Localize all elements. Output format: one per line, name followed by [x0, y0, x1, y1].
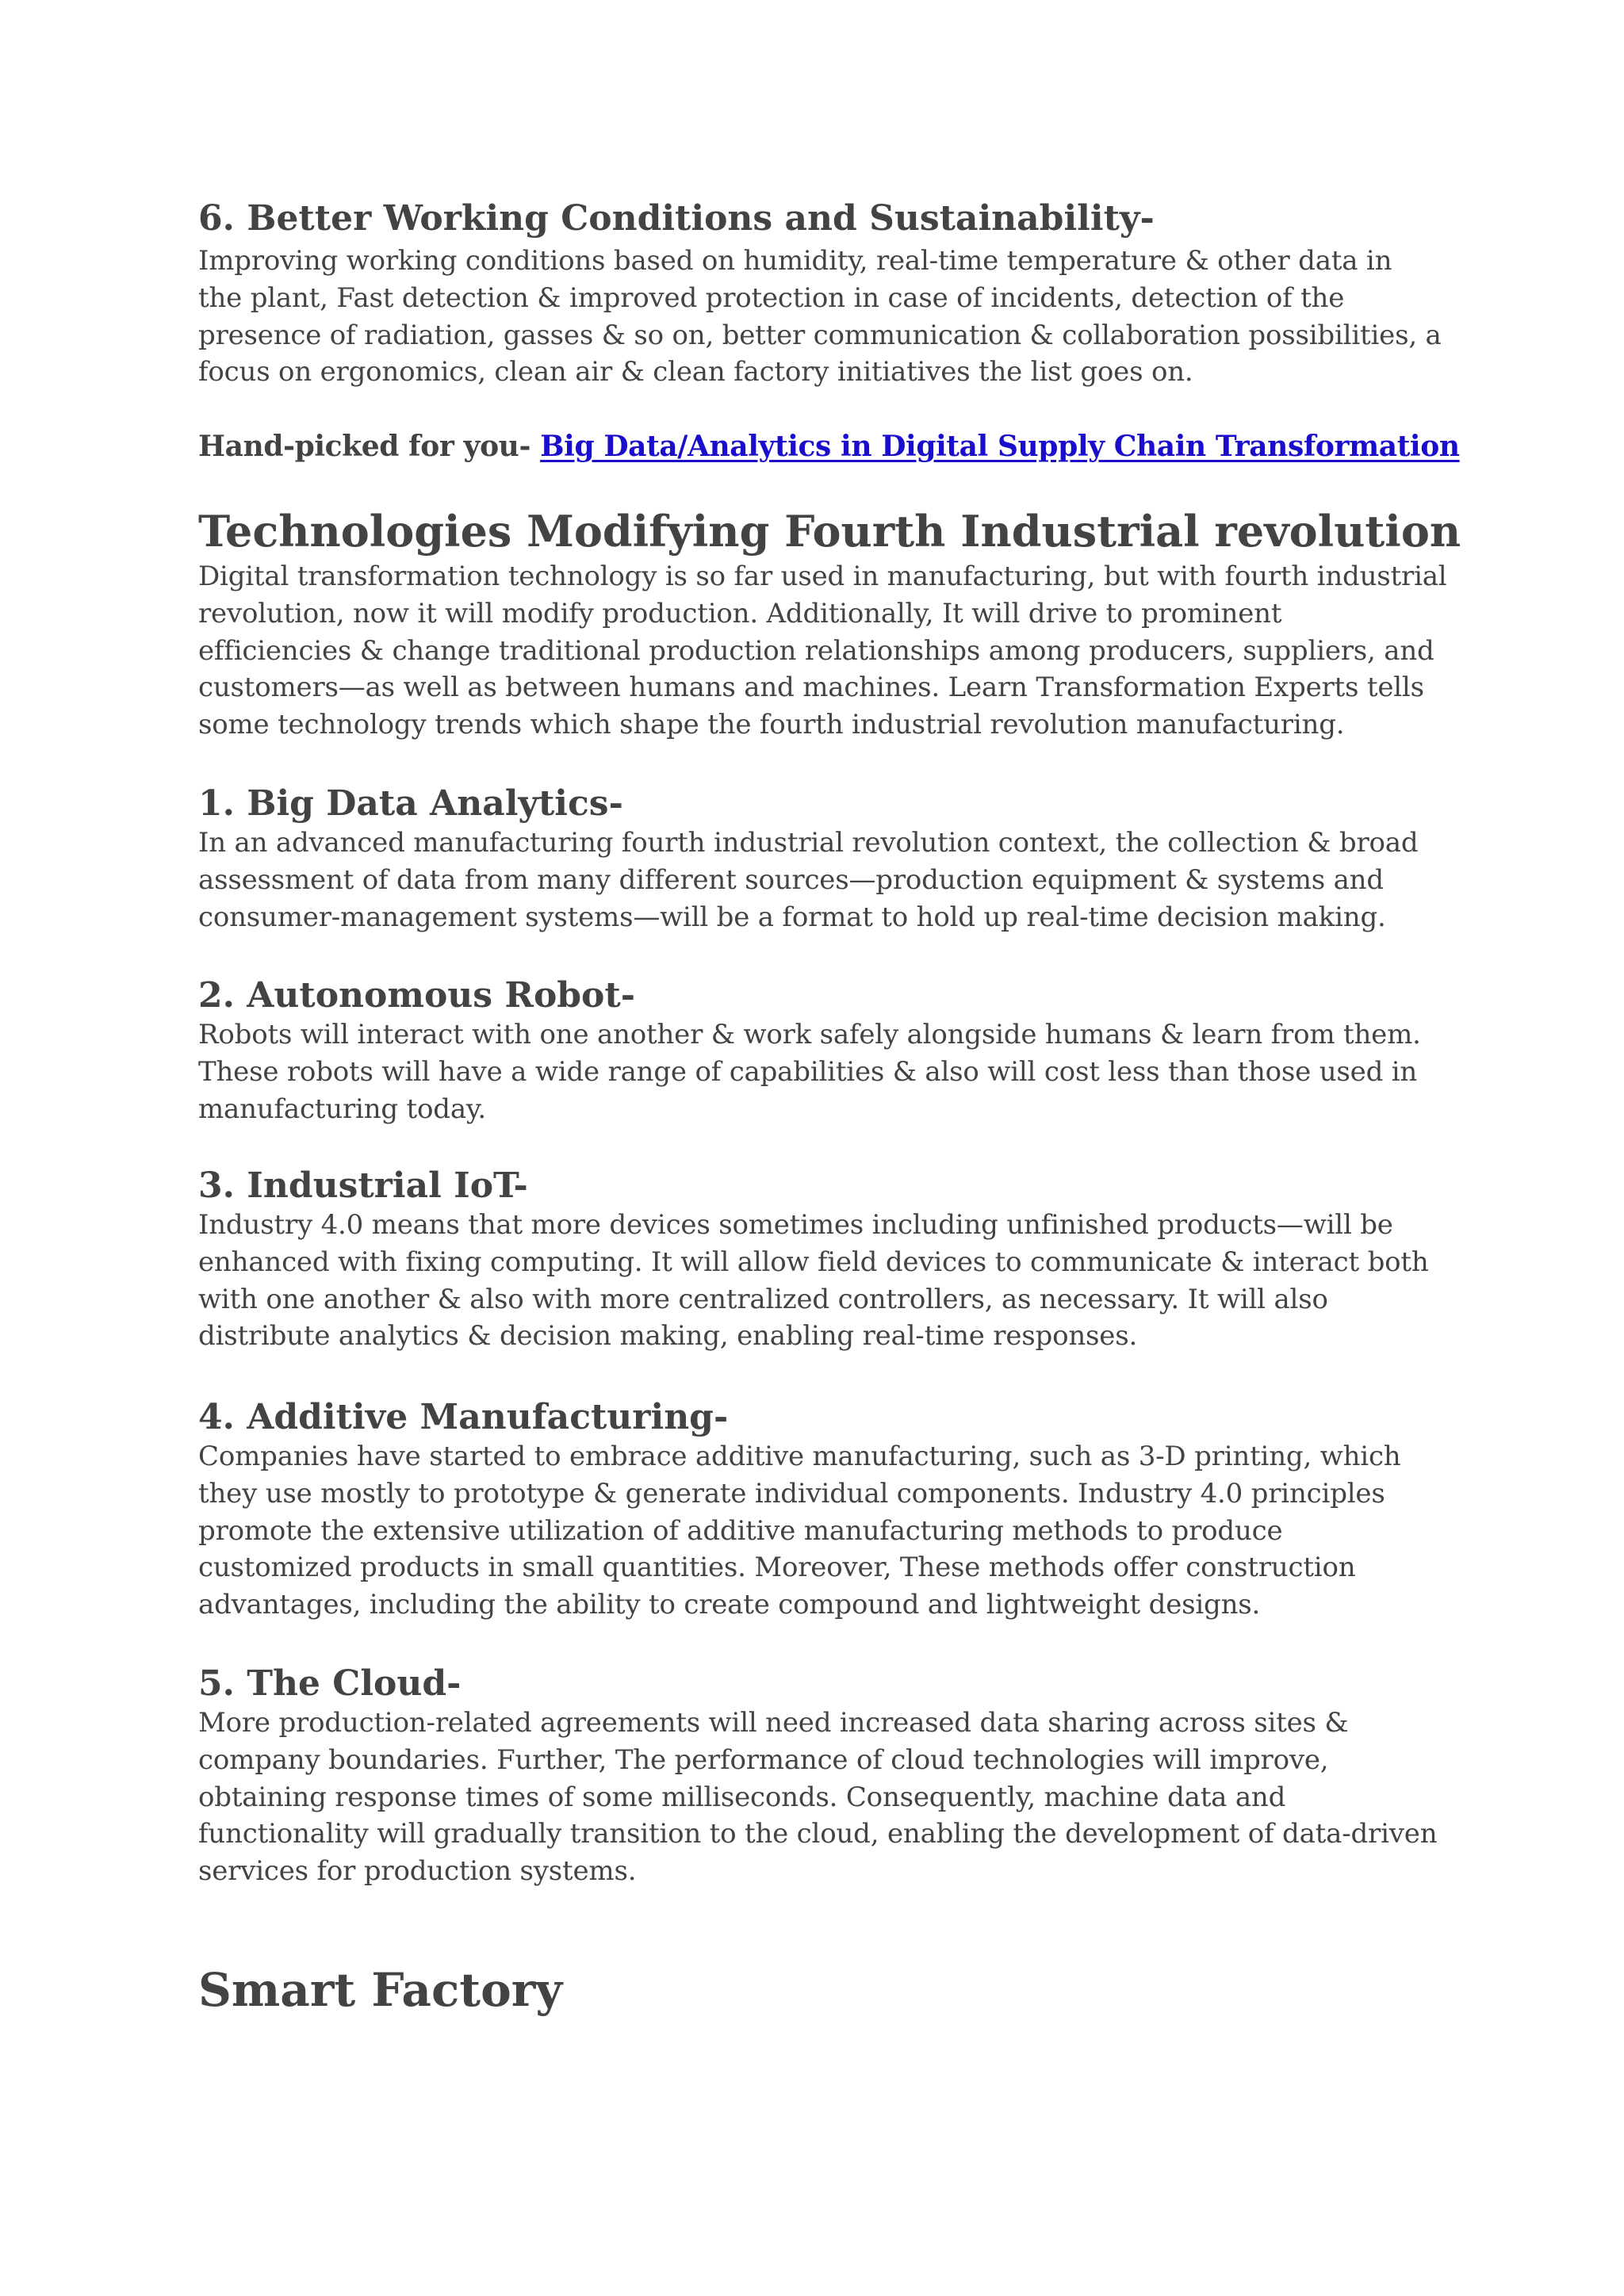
working-conditions-section [198, 197, 1467, 241]
paragraph-line: customers—as well as between humans and machines. Learn Transformation Experts tells [198, 672, 1424, 704]
section-title: Smart Factory [198, 1963, 563, 2017]
hand-picked-line [198, 428, 1467, 465]
iot-section [198, 1164, 1467, 1208]
paragraph-line: some technology trends which shape the fourth industrial revolution manufacturing. [198, 709, 1345, 741]
paragraph-line: In an advanced manufacturing fourth industrial revolution context, the collection & broad [198, 827, 1419, 859]
section-heading: 6. Better Working Conditions and Sustainability- [198, 198, 1155, 239]
working-conditions-paragraph [198, 243, 1467, 391]
paragraph-line: More production-related agreements will need increased data sharing across sites & [198, 1707, 1349, 1739]
paragraph-line: Robots will interact with one another & work safely alongside humans & learn from them. [198, 1019, 1421, 1050]
paragraph-line: services for production systems. [198, 1855, 637, 1888]
hand-picked-link[interactable]: Big Data/Analytics in Digital Supply Chain Transformation [540, 430, 1460, 463]
additive-section [198, 1395, 1467, 1440]
section-heading: 1. Big Data Analytics- [198, 783, 623, 824]
section-heading: 5. The Cloud- [198, 1663, 462, 1704]
robot-paragraph [198, 1016, 1467, 1127]
additive-paragraph [198, 1438, 1467, 1624]
technologies-section [198, 503, 1467, 560]
paragraph-line: the plant, Fast detection & improved protection in case of incidents, detection of the [198, 281, 1345, 314]
paragraph-line: presence of radiation, gasses & so on, better communication & collaboration possibilities, a [198, 319, 1442, 351]
paragraph-line: promote the extensive utilization of additive manufacturing methods to produce [198, 1514, 1283, 1547]
paragraph-line: consumer-management systems—will be a format to hold up real-time decision making. [198, 901, 1386, 933]
technologies-paragraph [198, 558, 1467, 744]
section-heading: 2. Autonomous Robot- [198, 975, 635, 1016]
paragraph-line: Digital transformation technology is so far used in manufacturing, but with fourth industrial [198, 561, 1447, 592]
paragraph-line: functionality will gradually transition to the cloud, enabling the development of data-driven [198, 1818, 1438, 1850]
paragraph-line: efficiencies & change traditional production relationships among producers, suppliers, and [198, 634, 1434, 667]
paragraph-line: they use mostly to prototype & generate individual components. Industry 4.0 principles [198, 1477, 1385, 1510]
paragraph-line: assessment of data from many different sources—production equipment & systems and [198, 863, 1384, 896]
paragraph-line: advantages, including the ability to create compound and lightweight designs. [198, 1589, 1261, 1621]
paragraph-line: distribute analytics & decision making, enabling real-time responses. [198, 1320, 1138, 1353]
big-data-paragraph [198, 825, 1467, 936]
paragraph-line: Industry 4.0 means that more devices sometimes including unfinished products—will be [198, 1209, 1393, 1241]
iot-paragraph [198, 1207, 1467, 1355]
section-heading: 3. Industrial IoT- [198, 1165, 528, 1206]
smart-factory-section [198, 1961, 1467, 2019]
big-data-section [198, 782, 1467, 826]
cloud-paragraph [198, 1705, 1467, 1890]
robot-section [198, 974, 1467, 1018]
section-title: Technologies Modifying Fourth Industrial revolution [198, 506, 1461, 557]
paragraph-line: with one another & also with more centralized controllers, as necessary. It will also [198, 1283, 1328, 1315]
paragraph-line: manufacturing today. [198, 1093, 487, 1125]
paragraph-line: Improving working conditions based on humidity, real-time temperature & other data in [198, 245, 1392, 277]
paragraph-line: enhanced with fixing computing. It will allow field devices to communicate & interact both [198, 1246, 1429, 1278]
paragraph-line: Companies have started to embrace additive manufacturing, such as 3-D printing, which [198, 1441, 1401, 1472]
paragraph-line: company boundaries. Further, The performance of cloud technologies will improve, [198, 1743, 1329, 1776]
paragraph-line: revolution, now it will modify production. Additionally, It will drive to prominent [198, 597, 1282, 629]
paragraph-line: obtaining response times of some milliseconds. Consequently, machine data and [198, 1781, 1286, 1813]
cloud-section [198, 1662, 1467, 1706]
paragraph-line: These robots will have a wide range of capabilities & also will cost less than those used in [198, 1055, 1418, 1088]
section-heading: 4. Additive Manufacturing- [198, 1397, 729, 1437]
paragraph-line: customized products in small quantities. Moreover, These methods offer construction [198, 1552, 1356, 1584]
paragraph-line: focus on ergonomics, clean air & clean factory initiatives the list goes on. [198, 356, 1193, 388]
hand-picked-label: Hand-picked for you- [198, 430, 530, 463]
